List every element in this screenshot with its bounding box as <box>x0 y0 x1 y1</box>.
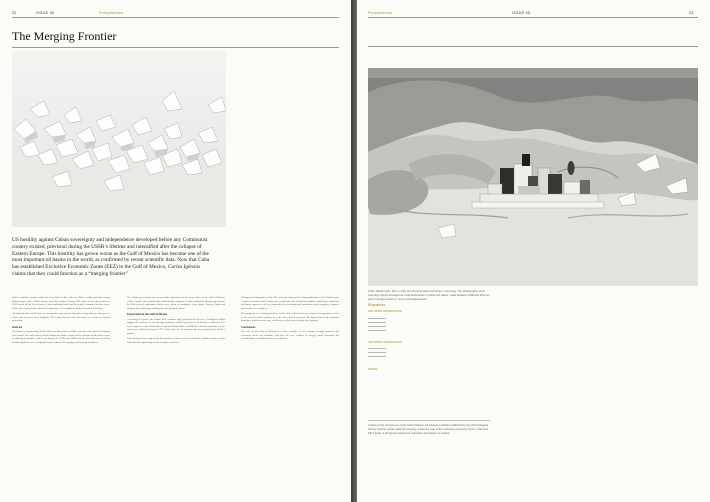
body-column-3 <box>241 296 339 343</box>
list-rule <box>368 352 386 353</box>
right-section: Perspectives <box>368 11 393 15</box>
left-page <box>0 0 351 502</box>
subheading: Exploration in the Gulf of Mexico <box>127 313 168 317</box>
origami-photo <box>12 51 226 227</box>
article-lede <box>12 237 215 278</box>
biographies-heading: Biographies <box>368 303 386 307</box>
list-rule <box>368 322 386 323</box>
left-section: Perspectives <box>99 11 124 15</box>
subheading: State oil <box>12 325 22 329</box>
paragraph: The history of prospecting in the Gulf area dates back to 1946, when the first small oil deposits were found. The early surveys helped shape the further search for the offshore fields in the region in subsequent decades, and it was during the 1970s and 1980s that the first full surveys of the offshore platform were completed by the national oil company with foreign assistance. <box>12 330 110 345</box>
title-rule <box>368 46 698 47</box>
paragraph: The case of the Gulf of Mexico is a clear example of how national security interests and economic needs can combine, and how the new realities of energy could encourage the normalisation of relations between neighbours. <box>241 330 339 341</box>
bed-still-life-photo <box>368 68 698 286</box>
article-title: The Merging Frontier <box>12 29 117 43</box>
artist-note: Artist: Marika Caliu. Born in Italy and currently lives and works in Germany. The photographs show everyday objects arranged as small landscapes on beds and tables, made between 2008 and 2012 as part of a larger series on home and displacement. <box>368 290 490 301</box>
lede-author: Carlos Iglesias <box>167 264 201 271</box>
list-rule <box>368 330 386 331</box>
art-work-label: ART WORK INFORMATION <box>368 310 402 313</box>
notes-label: NOTES <box>368 368 378 371</box>
title-rule <box>12 47 339 48</box>
art-work-label-2: ART WORK INFORMATION <box>368 341 402 344</box>
paragraph: The prospects of a ‘merging frontier’ in the Gulf could lead to new forms of cooperation, as it is in the interest of both countries to secure these shared resources. The agreements on the maritime boundary, signed decades ago, could serve as the basis for joint development. <box>241 312 339 323</box>
paragraph: Perhaps most important, for the US, is the proximity of the Cuban platforms to the Florida coast. A spill or accident in the Cuban zone would affect the American coastline within days, which has led many experts to call for cooperation on environmental protection and emergency response between the two countries. <box>241 296 339 310</box>
lede-text: US hostility against Cuban sovereignty and independence developed before any Communist country existed, previsoul during the USSR’s lifetime and intensified after the collapse of Eastern Europe. This hostility has grown worse as the Gulf of Mexico has become one of the most important oil basins in the world, as confirmed by recent scientific data. Now that Cuba has established Exclusive Economic Zones (EEZ) in the Gulf of Mexico, <box>12 237 210 271</box>
right-folio: 23 <box>689 11 694 15</box>
lede-text-end: claims that they could function as a “merging frontier” <box>12 270 128 277</box>
list-rule <box>368 318 386 319</box>
body-column-1 <box>12 296 110 347</box>
list-rule <box>368 356 386 357</box>
paragraph: Some analysts have argued that the position of these reserves along the maritime border creates both risk and opportunity for the countries involved. <box>127 337 225 345</box>
right-issue: ISSUE 45 <box>512 11 531 15</box>
body-column-2 <box>127 296 225 347</box>
right-page <box>357 0 710 502</box>
paragraph: All national cities of this time as contrast the most current national security defense strategy to a whole that was thus more complete, The Cuban defense has relied also on a form of national protection. <box>12 312 110 323</box>
list-rule <box>368 348 386 349</box>
header-rule <box>12 17 339 18</box>
left-folio: 22 <box>12 11 17 15</box>
list-rule <box>368 326 386 327</box>
left-issue: ISSUE 45 <box>36 11 55 15</box>
paragraph: Cuba’s national security model has been built in line with the Cuba’s reality, and takes many different prior since Cuba’s finance from the country. During 1962, when Soviet government in 1969 closed all the Soviet forces, Cuba established itself and its people’s situation in these areas. In the end of this period, which led many times of a completely different model of defense. <box>12 296 110 310</box>
header-rule <box>368 17 698 18</box>
paragraph: The Cuban government has stressed that exploration in the deep waters of the Gulf of Mexico will be carried out in partnership with foreign companies, under production sharing agreements. In 2004 several exploration blocks were given to companies from Spain, Norway, India and Canada, and exploratory drilling has been going on since. <box>127 296 225 310</box>
paragraph: According to reports, the Cuban EEZ contains large potential oil reserves. Geological studies suggest the existence of several large structures, and the presence of oil has been confirmed. The area is part of a wider basin shared with the United States and Mexico, and the boundaries of the zones were settled by treaty in 1977. Since then, the demarcation has been respected by all three parties. <box>127 317 225 335</box>
footnotes: 1 Data on the oil reserves of the Gulf of Mexico are based on studies published by the US Geological Survey and the Cuban state oil company. 2 See the map of the exclusive economic zones in the Gulf, 1977 treaty. 3 All figures quoted are estimates and subject to revision. <box>368 424 489 435</box>
footnote-rule <box>368 420 490 421</box>
subheading: Conclusions <box>241 325 256 329</box>
